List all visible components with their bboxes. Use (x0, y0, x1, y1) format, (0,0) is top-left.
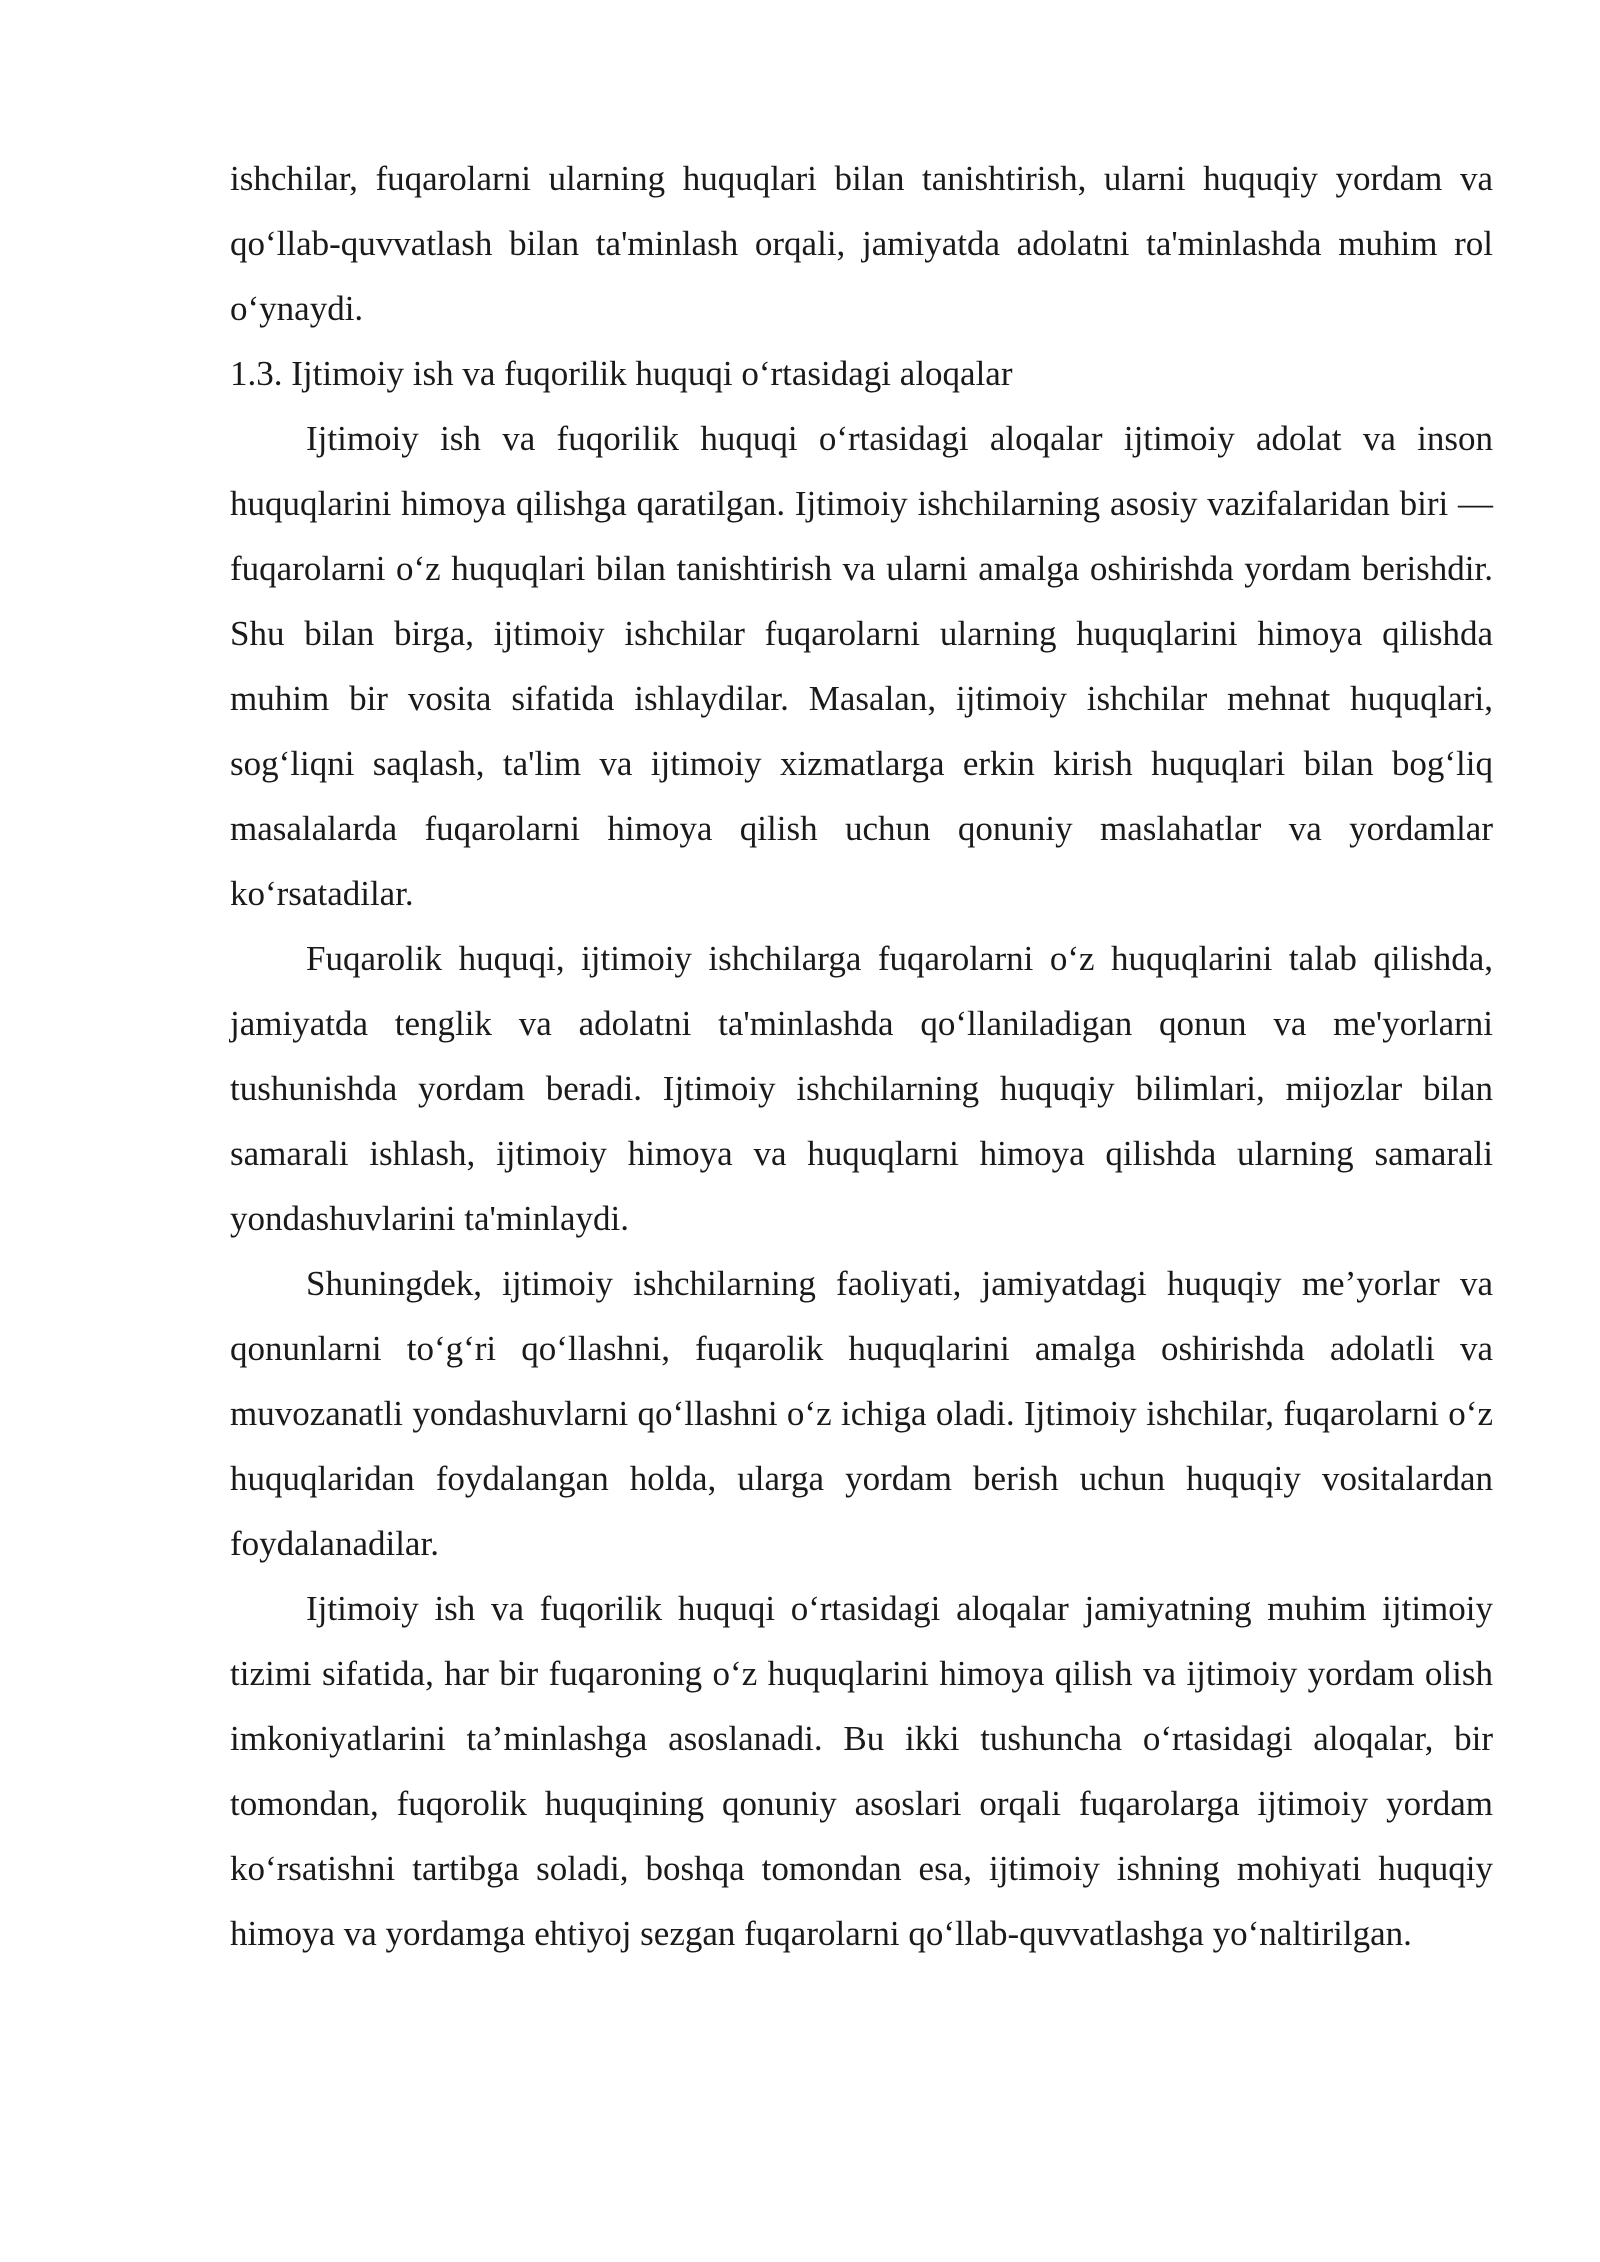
section-heading: 1.3. Ijtimoiy ish va fuqorilik huquqi o‘rtasidagi aloqalar (230, 354, 1013, 393)
continuation-paragraph: ishchilar, fuqarolarni ularning huquqlari bilan tanishtirish, ularni huquqiy yordam va qo‘llab-quvvatlash bilan ta'minlash orqali, jamiyatda adolatni ta'minlashda muhim rol o‘ynaydi. (230, 159, 1493, 328)
body-paragraph: Ijtimoiy ish va fuqorilik huquqi o‘rtasidagi aloqalar ijtimoiy adolat va inson huquqlarini himoya qilishga qaratilgan. Ijtimoiy ishchilarning asosiy vazifalaridan biri — fuqarolarni o‘z huquqlari bilan tanishtirish va ularni amalga oshirishda yordam berishdir. Shu bilan birga, ijtimoiy ishchilar fuqarolarni ularning huquqlarini himoya qilishda muhim bir vosita sifatida ishlaydilar. Masalan, ijtimoiy ishchilar mehnat huquqlari, sog‘liqni saqlash, ta'lim va ijtimoiy xizmatlarga erkin kirish huquqlari bilan bog‘liq masalalarda fuqarolarni himoya qilish uchun qonuniy maslahatlar va yordamlar ko‘rsatadilar. (230, 419, 1493, 913)
body-paragraph: Ijtimoiy ish va fuqorilik huquqi o‘rtasidagi aloqalar jamiyatning muhim ijtimoiy tizimi sifatida, har bir fuqaroning o‘z huquqlarini himoya qilish va ijtimoiy yordam olish imkoniyatlarini ta’minlashga asoslanadi. Bu ikki tushuncha o‘rtasidagi aloqalar, bir tomondan, fuqorolik huquqining qonuniy asoslari orqali fuqarolarga ijtimoiy yordam ko‘rsatishni tartibga soladi, boshqa tomondan esa, ijtimoiy ishning mohiyati huquqiy himoya va yordamga ehtiyoj sezgan fuqarolarni qo‘llab-quvvatlashga yo‘naltirilgan. (230, 1589, 1493, 1953)
body-paragraph: Fuqarolik huquqi, ijtimoiy ishchilarga fuqarolarni o‘z huquqlarini talab qilishda, jamiyatda tenglik va adolatni ta'minlashda qo‘llaniladigan qonun va me'yorlarni tushunishda yordam beradi. Ijtimoiy ishchilarning huquqiy bilimlari, mijozlar bilan samarali ishlash, ijtimoiy himoya va huquqlarni himoya qilishda ularning samarali yondashuvlarini ta'minlaydi. (230, 939, 1493, 1238)
body-paragraph: Shuningdek, ijtimoiy ishchilarning faoliyati, jamiyatdagi huquqiy me’yorlar va qonunlarni to‘g‘ri qo‘llashni, fuqarolik huquqlarini amalga oshirishda adolatli va muvozanatli yondashuvlarni qo‘llashni o‘z ichiga oladi. Ijtimoiy ishchilar, fuqarolarni o‘z huquqlaridan foydalangan holda, ularga yordam berish uchun huquqiy vositalardan foydalanadilar. (230, 1264, 1493, 1563)
document-body (230, 146, 1493, 1966)
